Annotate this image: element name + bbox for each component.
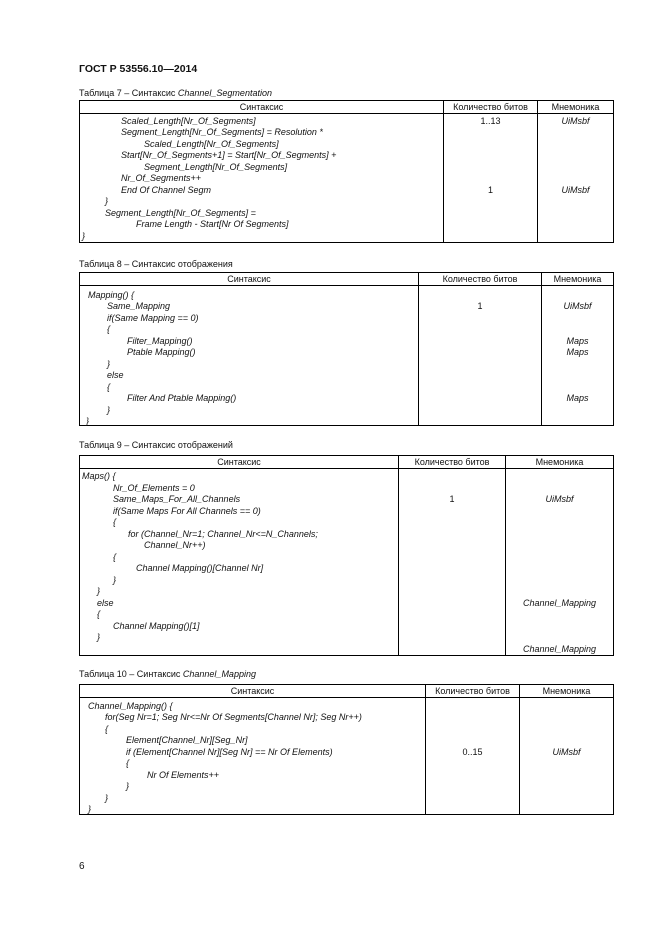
- syntax-line: {: [107, 382, 111, 392]
- mnemonic-value: Maps: [566, 393, 589, 403]
- table10-caption-prefix: Таблица 10 – Синтаксис: [79, 669, 183, 679]
- mnemonic-value: UiMsbf: [561, 116, 590, 126]
- table10-caption: [79, 669, 256, 679]
- syntax-line: {: [97, 609, 101, 619]
- syntax-line: Channel_Nr++): [144, 540, 206, 550]
- syntax-line: Maps() {: [82, 471, 116, 481]
- table7: [79, 100, 614, 243]
- syntax-line: Same_Mapping: [107, 301, 171, 311]
- syntax-line: Start[Nr_Of_Segments+1] = Start[Nr_Of_Segments] +: [121, 150, 337, 160]
- syntax-line: Channel Mapping()[1]: [113, 621, 200, 631]
- syntax-line: Nr Of Elements++: [147, 770, 220, 780]
- table9: [79, 455, 614, 656]
- table9-header-mnemonic: Мнемоника: [506, 456, 614, 469]
- table10-header-bits: Количество битов: [426, 685, 520, 698]
- table10-mnemonic-cell: [520, 698, 614, 815]
- table8-syntax-cell: [80, 286, 419, 426]
- syntax-line: Mapping() {: [88, 290, 135, 300]
- table7-mnemonic-cell: [538, 114, 614, 243]
- syntax-line: {: [105, 724, 109, 734]
- syntax-line: Segment_Length[Nr_Of_Segments]: [144, 162, 288, 172]
- table7-header-syntax: Синтаксис: [80, 101, 444, 114]
- table7-header-bits: Количество битов: [444, 101, 538, 114]
- syntax-line: }: [105, 196, 109, 206]
- syntax-line: Element[Channel_Nr][Seg_Nr]: [126, 735, 248, 745]
- table7-caption-name: Channel_Segmentation: [177, 88, 272, 98]
- syntax-line: }: [97, 632, 101, 642]
- syntax-line: }: [88, 804, 92, 814]
- bits-value: 0..15: [462, 747, 483, 757]
- syntax-line: Frame Length - Start[Nr Of Segments]: [136, 219, 289, 229]
- mnemonic-value: Channel_Mapping: [522, 598, 597, 608]
- table10-bits-cell: [426, 698, 520, 815]
- table10-caption-name: Channel_Mapping: [182, 669, 256, 679]
- mnemonic-value: Maps: [566, 336, 589, 346]
- syntax-line: {: [113, 552, 117, 562]
- mnemonic-value: Maps: [566, 347, 589, 357]
- table9-mnemonic-cell: [506, 469, 614, 656]
- syntax-line: Nr_Of_Segments++: [121, 173, 202, 183]
- syntax-line: for (Channel_Nr=1; Channel_Nr<=N_Channels;: [128, 529, 318, 539]
- table8-caption: Таблица 8 – Синтаксис отображения: [79, 259, 233, 269]
- table8-mnemonic-cell: [542, 286, 614, 426]
- syntax-line: Scaled_Length[Nr_Of_Segments]: [121, 116, 256, 126]
- syntax-line: Same_Maps_For_All_Channels: [113, 494, 241, 504]
- table8-header-bits: Количество битов: [419, 273, 542, 286]
- mnemonic-value: UiMsbf: [545, 494, 574, 504]
- syntax-line: Segment_Length[Nr_Of_Segments] = Resolution *: [121, 127, 323, 137]
- syntax-line: }: [126, 781, 130, 791]
- syntax-line: }: [107, 405, 111, 415]
- mnemonic-value: UiMsbf: [561, 185, 590, 195]
- bits-value: 1: [449, 494, 455, 504]
- table7-caption-prefix: Таблица 7 – Синтаксис: [79, 88, 178, 98]
- syntax-line: }: [82, 231, 86, 241]
- table10-header-syntax: Синтаксис: [80, 685, 426, 698]
- bits-value: 1..13: [480, 116, 501, 126]
- syntax-line: Channel Mapping()[Channel Nr]: [136, 563, 264, 573]
- table8-bits-cell: [419, 286, 542, 426]
- syntax-line: else: [97, 598, 114, 608]
- table9-caption: Таблица 9 – Синтаксис отображений: [79, 440, 233, 450]
- table9-syntax-cell: [80, 469, 399, 656]
- syntax-line: Filter And Ptable Mapping(): [127, 393, 237, 403]
- syntax-line: else: [107, 370, 124, 380]
- syntax-line: Filter_Mapping(): [127, 336, 193, 346]
- syntax-line: End Of Channel Segm: [121, 185, 212, 195]
- table8-header-syntax: Синтаксис: [80, 273, 419, 286]
- syntax-line: if(Same Maps For All Channels == 0): [113, 506, 261, 516]
- syntax-line: }: [105, 793, 109, 803]
- syntax-line: Segment_Length[Nr_Of_Segments] =: [105, 208, 256, 218]
- syntax-line: {: [113, 517, 117, 527]
- syntax-line: }: [86, 416, 90, 426]
- syntax-line: for(Seg Nr=1; Seg Nr<=Nr Of Segments[Channel Nr]; Seg Nr++): [105, 712, 362, 722]
- document-header: ГОСТ Р 53556.10—2014: [79, 63, 198, 75]
- mnemonic-value: Channel_Mapping: [522, 644, 597, 654]
- syntax-line: }: [113, 575, 117, 585]
- bits-value: 1: [487, 185, 493, 195]
- table9-bits-cell: [399, 469, 506, 656]
- table8: [79, 272, 614, 426]
- table10-syntax-cell: [80, 698, 426, 815]
- syntax-line: if (Element[Channel Nr][Seg Nr] == Nr Of Elements): [126, 747, 333, 757]
- mnemonic-value: UiMsbf: [552, 747, 581, 757]
- table7-bits-cell: [444, 114, 538, 243]
- table8-header-mnemonic: Мнемоника: [542, 273, 614, 286]
- mnemonic-value: UiMsbf: [563, 301, 592, 311]
- table10-header-mnemonic: Мнемоника: [520, 685, 614, 698]
- syntax-line: }: [107, 359, 111, 369]
- page-number: 6: [79, 861, 85, 872]
- syntax-line: {: [107, 324, 111, 334]
- syntax-line: Ptable Mapping(): [127, 347, 196, 357]
- syntax-line: {: [126, 758, 130, 768]
- table9-header-syntax: Синтаксис: [80, 456, 399, 469]
- syntax-line: Scaled_Length[Nr_Of_Segments]: [144, 139, 279, 149]
- syntax-line: Channel_Mapping() {: [88, 701, 173, 711]
- bits-value: 1: [477, 301, 483, 311]
- table7-header-mnemonic: Мнемоника: [538, 101, 614, 114]
- syntax-line: }: [97, 586, 101, 596]
- table7-syntax-cell: [80, 114, 444, 243]
- syntax-line: if(Same Mapping == 0): [107, 313, 199, 323]
- table10: [79, 684, 614, 815]
- table9-header-bits: Количество битов: [399, 456, 506, 469]
- syntax-line: Nr_Of_Elements = 0: [113, 483, 195, 493]
- table7-caption: [79, 88, 272, 98]
